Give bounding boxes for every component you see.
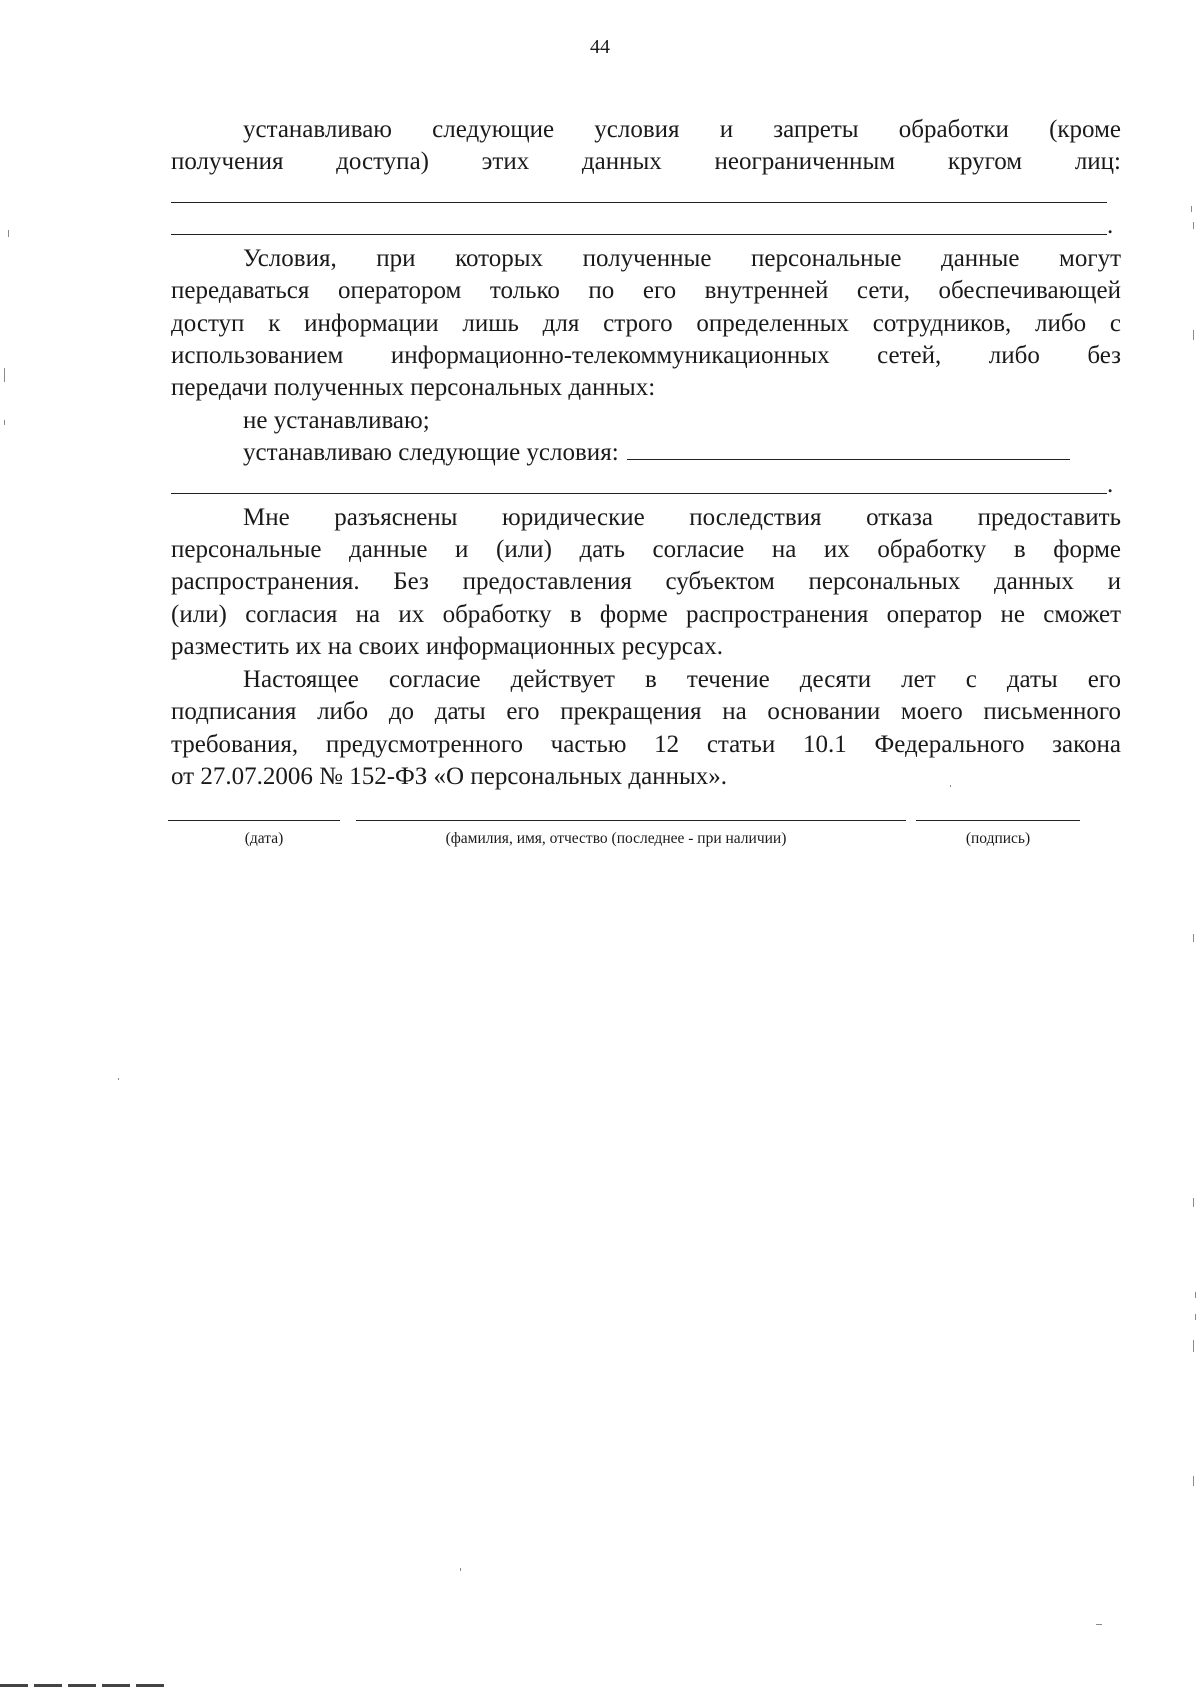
paragraph-conditions-restrictions [171, 114, 1121, 243]
date-caption: (дата) [244, 830, 284, 847]
full-name-caption: (фамилия, имя, отчество (последнее - при наличии) [445, 830, 787, 847]
signature-field[interactable] [916, 820, 1080, 821]
scan-speck [950, 785, 951, 787]
text-line: подписания либо до даты его прекращения на основании моего письменного [171, 698, 1121, 726]
conditions-blank[interactable] [627, 459, 1070, 460]
blank-line[interactable] [171, 179, 1121, 211]
blank-line-end[interactable] [171, 211, 1121, 243]
scan-speck [1193, 222, 1194, 229]
scan-speck [1195, 1314, 1196, 1320]
date-field[interactable] [168, 820, 340, 821]
text-line: разместить их на своих информационных ресурсах. [171, 633, 723, 661]
scan-speck [460, 1568, 461, 1571]
text-line: устанавливаю следующие условия и запреты обработки (кроме [243, 116, 1121, 143]
scan-speck [4, 368, 5, 382]
scan-speck [1195, 1292, 1196, 1298]
text-line: (или) согласия на их обработку в форме распространения оператор не сможет [171, 600, 1121, 628]
text-line: распространения. Без предоставления субъектом персональных данных и [171, 568, 1121, 596]
blank-line-end[interactable] [171, 470, 1121, 502]
scan-speck [4, 420, 5, 425]
scan-speck [1191, 206, 1192, 212]
scan-speck [1193, 1198, 1194, 1207]
paragraph-validity [171, 664, 1121, 794]
text-line: доступ к информации лишь для строго определенных сотрудников, либо с [171, 309, 1121, 337]
text-line: передачи полученных персональных данных: [171, 374, 656, 402]
text-line: Условия, при которых полученные персональные данные могут [243, 244, 1121, 272]
text-line: Мне разъяснены юридические последствия отказа предоставить [243, 503, 1121, 531]
scan-speck [1096, 1624, 1102, 1625]
page-number: 44 [590, 36, 610, 58]
option-set-conditions-label: устанавливаю следующие условия: [243, 439, 619, 467]
scan-speck [1193, 1476, 1194, 1486]
option-set-conditions [171, 437, 1121, 469]
text-line: Настоящее согласие действует в течение десяти лет с даты его [243, 665, 1121, 693]
scan-speck [118, 1078, 119, 1080]
period: . [1107, 471, 1114, 499]
scan-speck [8, 230, 9, 237]
period: . [1107, 212, 1114, 240]
option-not-set: не устанавливаю; [243, 406, 430, 434]
consent-body [171, 114, 1121, 793]
text-line: передаваться оператором только по его внутренней сети, обеспечивающей [171, 277, 1121, 305]
scan-speck [1193, 934, 1194, 942]
text-line: от 27.07.2006 № 152-ФЗ «О персональных данных». [171, 762, 728, 790]
text-line: персональные данные и (или) дать согласие на их обработку в форме [171, 536, 1121, 564]
signature-caption: (подпись) [965, 830, 1031, 847]
text-line: получения доступа) этих данных неограниченным кругом лиц: [171, 148, 1121, 176]
full-name-field[interactable] [356, 820, 906, 821]
scan-speck [1193, 1340, 1194, 1352]
text-line: требования, предусмотренного частью 12 статьи 10.1 Федерального закона [171, 730, 1121, 758]
scan-speck [1193, 330, 1194, 340]
paragraph-consequences [171, 502, 1121, 664]
paragraph-transfer-conditions [171, 243, 1121, 502]
scan-edge-artifact [0, 1684, 170, 1687]
text-line: использованием информационно-телекоммуникационных сетей, либо без [171, 342, 1121, 370]
